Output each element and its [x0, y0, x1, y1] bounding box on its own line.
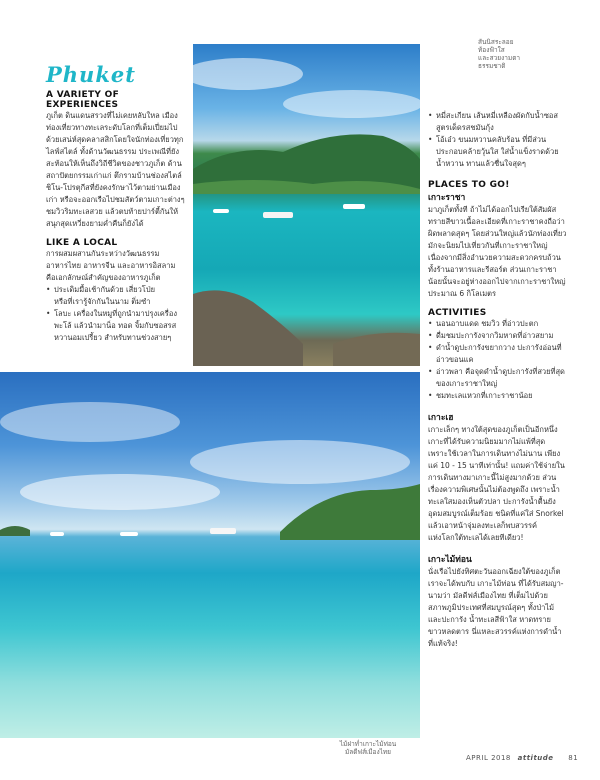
list-item [46, 308, 188, 344]
text-line: การผสมผสานกันระหว่างวัฒนธรรม [46, 249, 160, 258]
list-item-line: น้ำหวาน ทานแล้วชื่นใจสุดๆ [436, 159, 526, 168]
text-line: สะท้อนให้เห็นถึงวิถีชีวิตของชาวภูเก็ต ด้าน [46, 159, 182, 168]
cloud [20, 474, 220, 510]
text-line: สถาปัตยกรรมเก่าแก่ ตึกรามบ้านช่องสไตล์ [46, 171, 182, 180]
text-line: เกาะที่ได้รับความนิยมมากไม่แพ้ที่สุด [428, 437, 546, 446]
list-item [46, 284, 188, 308]
rocks [333, 333, 420, 366]
footer-magazine: attitude [517, 754, 554, 762]
beach-illustration [0, 372, 420, 738]
list-item-line: หรือที่เรารู้จักกันในนาม ติ่มซำ [54, 297, 151, 306]
text-line: ทรายสีขาวเนื้อละเอียดที่เกาะราชาคงถือว่า [428, 217, 565, 226]
text-line: เนื่องจากมีสิ่งอำนวยความสะดวกครบถ้วน [428, 253, 561, 262]
koh-racha-body [428, 204, 574, 300]
bay-illustration [193, 44, 420, 366]
list-item [428, 390, 574, 402]
variety-heading: A VARIETY OF EXPERIENCES [46, 90, 120, 110]
page-footer [466, 754, 578, 762]
list-item-line: • ประเดิมมื้อเช้ากันด้วย เสี่ยวโป่ย [54, 285, 155, 294]
text-line: อุดมสมบูรณ์เต็มร้อย ชนิดที่แค่ใส่ Snorkel [428, 509, 564, 518]
list-item-line: • นอนอาบแดด ชมวิว ที่อ่าวปะตก [436, 319, 539, 328]
list-item-line: • โอ้เอ๋ว ขนมหวานคลับร้อน ที่มีส่วน [436, 135, 547, 144]
list-item [428, 318, 574, 330]
list-item [428, 330, 574, 342]
text-line: แล้วเอาหน้าจุ่มลงทะเลก็พบสวรรค์ [428, 521, 538, 530]
list-item-line: • หมี่สะเกียน เส้นหมี่เหลืองผัดกับน้ำซอส [436, 111, 559, 120]
photo-top-caption: สันนิสระลอย ท้องฟ้าใส และสวยงามตาธรรมชาติ [478, 38, 521, 70]
variety-body [46, 110, 188, 230]
list-item-line: ของเกาะราชาใหญ่ [436, 379, 498, 388]
dessert-list [428, 110, 574, 170]
boat [263, 212, 293, 218]
text-line: น้อยนั้นจะอยู่ห่างออกไปจากเกาะราชาใหญ่ [428, 277, 566, 286]
text-line: นั่งเรือไปยังทิศตะวันออกเฉียงใต้ของภูเก็ต [428, 567, 561, 576]
text-line: เรื่องความพิเศษนั้นไม่ต้องพูดถึง เพราะน้ำ [428, 485, 560, 494]
text-line: ทั้งร้านอาหารและรีสอร์ต ส่วนเกาะราชา [428, 265, 557, 274]
headland [280, 484, 420, 540]
text-line: นามว่า มัลดีฟส์เมืองไทย ที่เต็มไปด้วย [428, 591, 548, 600]
magazine-section-title: Phuket [46, 62, 136, 87]
islet [0, 526, 30, 536]
list-item-line: พะโล้ แล้วนำมาน็อ ทอด จิ้มกับซอสรส [54, 321, 177, 330]
text-line: อาหารไทย อาหารจีน และอาหารอิสลาม [46, 261, 176, 270]
list-item-line: • ชมทะเลแหวกที่เกาะราชาน้อย [436, 391, 533, 400]
text-line: ขาวหลดตาร นี่แหละสวรรค์แห่งการดำน้ำ [428, 627, 562, 636]
local-body [46, 248, 188, 284]
list-item [428, 110, 574, 134]
text-line: มักจะนิยมไปเที่ยวกันที่เกาะราชาใหญ่ [428, 241, 548, 250]
boat [50, 532, 64, 536]
text-line: ท่องเที่ยวทางทะเลระดับโลกที่เต็มเปี่ยมไป [46, 123, 178, 132]
boat [210, 528, 236, 534]
cloud [283, 90, 420, 118]
text-line: และปะการัง น้ำทะเลสีฟ้าใส หาดทราย [428, 615, 551, 624]
koh-hey-body [428, 424, 574, 544]
photo-top-bay [193, 44, 420, 366]
photo-bottom-beach [0, 372, 420, 738]
text-line: เก่า หรือจะออกเรือไปชมสัตว์ตามเกาะต่างๆ [46, 195, 185, 204]
boat [343, 204, 365, 209]
text-line: สนุกสุดเหวี่ยงยามค่ำคืนก็ยังได้ [46, 219, 144, 228]
cloud [190, 440, 410, 484]
list-item-line: อ่าวขอนแค [436, 355, 474, 364]
cloud [0, 402, 180, 442]
text-line: แค่ 10 - 15 นาทีเท่านั้น! แถมค่าใช้จ่ายใน [428, 461, 565, 470]
list-item-line: • อ่าวพลา คือจุดดำน้ำดูปะการังที่สวยที่สุด [436, 367, 565, 376]
rocks [193, 290, 303, 366]
activities-heading: ACTIVITIES [428, 308, 487, 318]
left-column [46, 90, 188, 344]
text-line: ผิดพลาดสุดๆ โดยส่วนใหญ่แล้วนักท่องเที่ยว [428, 229, 567, 238]
cloud [193, 58, 303, 90]
boat [120, 532, 138, 536]
text-line: เพราะใช้เวลาในการเดินทางไม่นาน เพียง [428, 449, 561, 458]
list-item-line: • ดำน้ำดูปะการังขยากวาง ปะการังอ่อนที่ [436, 343, 562, 352]
list-item-line: • ดื่มชมปะการังจากวิมหาดที่อ่าวสยาม [436, 331, 554, 340]
places-heading: PLACES TO GO! [428, 180, 510, 190]
list-item-line: ประกอบคล้ายวุ้นใส ใส่น้ำแข็งราดด้วย [436, 147, 559, 156]
right-column [428, 110, 574, 650]
koh-maithon-body [428, 566, 574, 650]
list-item [428, 134, 574, 170]
list-item-line: • โลบะ เครื่องในหมูที่ถูกนำมาปรุงเครื่อง [54, 309, 177, 318]
photo-bottom-caption: ไม้ฝาท่ำเกาะไม้ท่อน มัลดีฟส์เมืองไทย [339, 740, 397, 756]
text-line: คือเอกลักษณ์สำคัญของอาหารภูเก็ต [46, 273, 161, 282]
text-line: ชิโน-โปรตุกีสที่ยังคงรักษาไว้ตามย่านเมือง [46, 183, 181, 192]
list-item-line: หวานอมเปรี้ยว สำหรับทานช่วงสายๆ [54, 333, 172, 342]
text-line: ไลฟ์สไตล์ ทั้งด้านวัฒนธรรม ประเพณีที่ยัง [46, 147, 180, 156]
koh-racha-heading: เกาะราชา [428, 193, 466, 203]
text-line: ทะเลใสมองเห็นตัวปลา ปะการังน้ำตื้นยัง [428, 497, 556, 506]
local-food-list [46, 284, 188, 344]
text-line: ชมวิวริมทะเลสวย แล้วตบท้ายปาร์ตี้กันให้ [46, 207, 179, 216]
list-item-line: สูตรเด็ดรสชมันกุ้ง [436, 123, 494, 132]
text-line: เกาะเล็กๆ ทางใต้สุดของภูเก็ตเป็นอีกหนึ่ง [428, 425, 558, 434]
page-number: 81 [568, 754, 579, 762]
text-line: สภาพภูมิประเทศที่สมบูรณ์สุดๆ ทั้งป่าไม้ [428, 603, 555, 612]
text-line: การเดินทางมาเกาะนี้ไม่สูงมากด้วย ส่วน [428, 473, 557, 482]
list-item [428, 342, 574, 366]
koh-maithon-heading: เกาะไม้ท่อน [428, 555, 472, 565]
text-line: ที่แท้จริง! [428, 639, 458, 648]
list-item [428, 366, 574, 390]
text-line: ประมาณ 6 กิโลเมตร [428, 289, 497, 298]
local-heading: LIKE A LOCAL [46, 238, 118, 248]
text-line: ด้วยเสน่ห์สุดคลาสสิกโดยใจนักท่องเที่ยวทุก [46, 135, 184, 144]
activities-list [428, 318, 574, 402]
footer-date: APRIL 2018 [466, 754, 511, 762]
text-line: ภูเก็ต ดินแดนสรวงที่ไม่เคยหลับใหล เมือง [46, 111, 178, 120]
text-line: แห่งโลกใต้ทะเลได้เลยทีเดียว! [428, 533, 524, 542]
koh-hey-heading: เกาะเฮ [428, 413, 454, 423]
text-line: เราจะได้พบกับ เกาะไม้ท่อน ที่ได้รับสมญา- [428, 579, 564, 588]
text-line: มาภูเก็ตทั้งที ถ้าไม่ได้ออกไปเรียใต้สัมผัส [428, 205, 557, 214]
boat [213, 209, 229, 213]
